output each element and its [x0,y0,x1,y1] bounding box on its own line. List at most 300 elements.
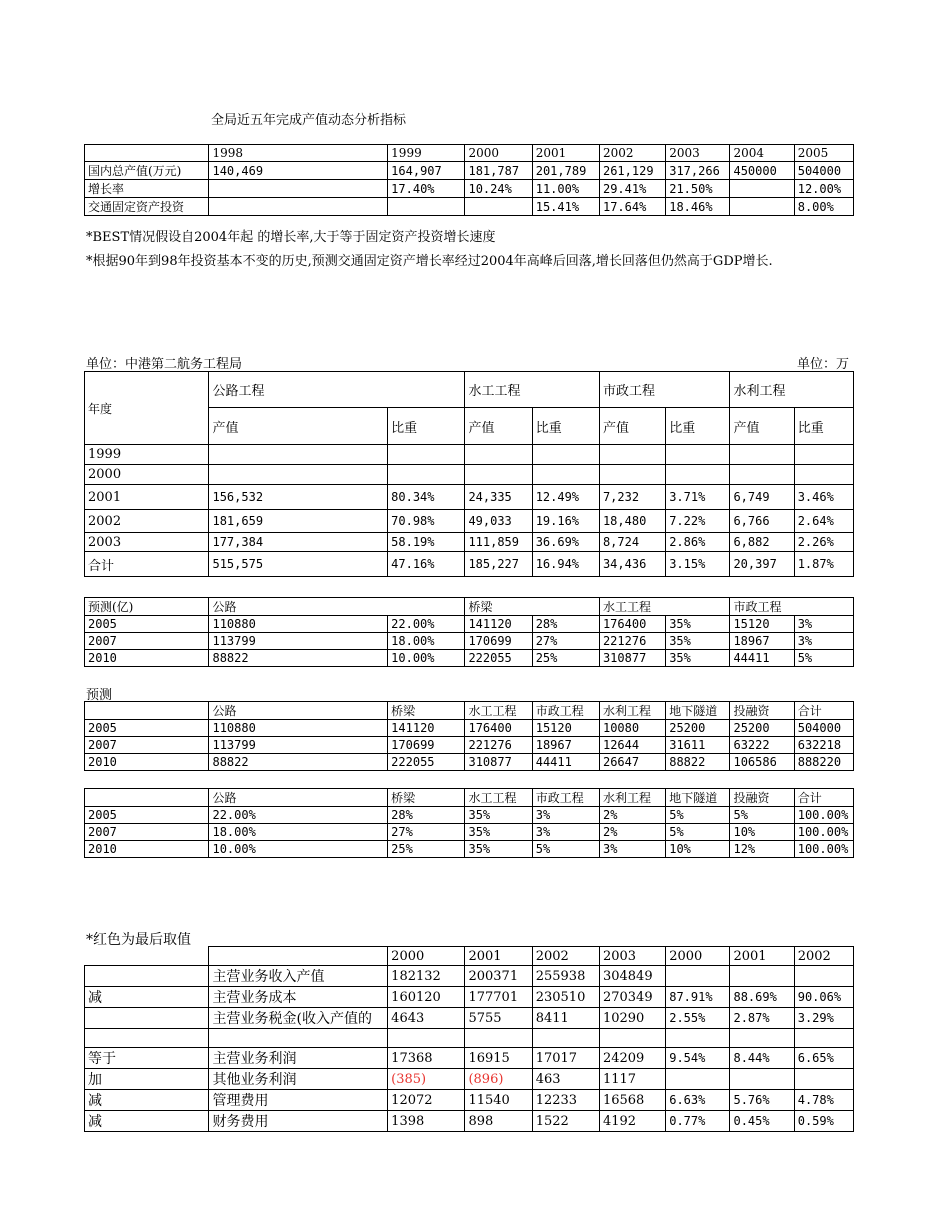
table-cell: 141120 [388,720,465,737]
table-cell: 35% [666,650,730,667]
table-row [85,510,854,533]
header-cell: 市政工程 [532,789,599,807]
table-cell: 27% [532,633,599,650]
header-row [85,145,854,162]
forecast-label: 预测 [86,688,113,703]
table-cell: 20,397 [730,552,794,577]
table-cell: 7.22% [666,510,730,533]
table-cell: 113799 [209,633,388,650]
table-cell: 15120 [730,616,794,633]
table-cell [666,445,730,465]
year-header: 1998 [209,145,388,162]
table-cell: 222055 [388,754,465,771]
table-row [85,824,854,841]
header-cell: 桥梁 [388,789,465,807]
table-cell: 10.24% [465,180,532,198]
table-cell: 310877 [465,754,532,771]
table-cell: 17017 [532,1048,599,1069]
table-cell: 25% [388,841,465,858]
table-cell [209,198,388,216]
table-row [85,485,854,510]
row-label: 增长率 [85,180,209,198]
table-cell [730,465,794,485]
table-cell [209,180,388,198]
forecast-share-table [84,788,854,858]
year-header: 2001 [465,947,532,966]
year-header: 2001 [532,145,599,162]
table-cell: 5% [730,807,794,824]
table-cell: 6.65% [794,1048,853,1069]
table-cell: 3.71% [666,485,730,510]
table-row [85,180,854,198]
table-cell: 0.59% [794,1111,853,1132]
table-cell: 2.26% [794,533,853,552]
red-note: *红色为最后取值 [86,932,191,948]
table-cell: 22.00% [209,807,388,824]
header-cell: 合计 [794,702,853,720]
table-cell: 185,227 [465,552,532,577]
table-cell: 1522 [532,1111,599,1132]
table-cell: 504000 [794,720,853,737]
table-cell [794,465,853,485]
table-cell: 8.00% [794,198,853,216]
table-row [85,198,854,216]
table-cell: 176400 [465,720,532,737]
table-cell: 176400 [599,616,665,633]
table-row [85,841,854,858]
table-cell: 10% [666,841,730,858]
table-cell: 17368 [388,1048,465,1069]
table-cell: 2010 [85,841,209,858]
table-cell: 2007 [85,737,209,754]
table-cell [465,445,532,465]
table-cell [599,1029,665,1048]
table-cell: 0.77% [666,1111,730,1132]
sub-header: 产值 [730,408,794,445]
table-cell: 16568 [599,1090,665,1111]
table-cell: 3.46% [794,485,853,510]
table-cell: 88822 [209,754,388,771]
table-cell: 17.40% [388,180,465,198]
table-cell: 5% [532,841,599,858]
row-label: 交通固定资产投资 [85,198,209,216]
table-cell: 87.91% [666,987,730,1008]
operator-cell: 等于 [85,1048,209,1069]
table-cell: 25200 [666,720,730,737]
table-row [85,720,854,737]
row-label [209,1029,388,1048]
operator-cell: 加 [85,1069,209,1090]
table-cell: 230510 [532,987,599,1008]
unit-left: 单位：中港第二航务工程局 [86,357,243,372]
table-cell: 25200 [730,720,794,737]
header-cell: 地下隧道 [666,789,730,807]
table-cell: 35% [465,824,532,841]
sub-header: 产值 [209,408,388,445]
table-cell: 11.00% [532,180,599,198]
row-label: 1999 [85,445,209,465]
table-cell: 222055 [465,650,532,667]
table-cell: 255938 [532,966,599,987]
table-cell: 181,659 [209,510,388,533]
table-row [85,616,854,633]
table-cell: 28% [532,616,599,633]
table-cell: 110880 [209,720,388,737]
table-cell: 36.69% [532,533,599,552]
table-cell: 80.34% [388,485,465,510]
table-cell: 35% [666,616,730,633]
table-cell: 10080 [599,720,665,737]
year-header: 2005 [794,145,853,162]
table-cell: 35% [666,633,730,650]
table-cell: 888220 [794,754,853,771]
table-cell: 111,859 [465,533,532,552]
year-header: 2004 [730,145,794,162]
table-cell: 5% [666,807,730,824]
forecast-table-yi [84,597,854,667]
table-cell: 19.16% [532,510,599,533]
table-cell: 2005 [85,807,209,824]
year-header: 2000 [465,145,532,162]
header-row [85,598,854,616]
table-cell: (385) [388,1069,465,1090]
table-row [85,1111,854,1132]
operator-cell [85,1029,209,1048]
unit-right: 单位：万 [797,357,850,372]
operator-cell [85,1008,209,1029]
year-header: 2001 [730,947,794,966]
operator-cell: 减 [85,1111,209,1132]
table-cell: 12644 [599,737,665,754]
table-cell [85,947,209,966]
table-cell: 141120 [465,616,532,633]
table-cell: 58.19% [388,533,465,552]
table-cell [730,1069,794,1090]
table-cell [794,1069,853,1090]
table-cell: 0.45% [730,1111,794,1132]
table-cell [532,1029,599,1048]
header-cell: 合计 [794,789,853,807]
table-cell: 3% [532,824,599,841]
table-cell [730,445,794,465]
table-cell: 5.76% [730,1090,794,1111]
table-cell: 88822 [666,754,730,771]
table-cell: 4.78% [794,1090,853,1111]
table-cell: 15.41% [532,198,599,216]
table-cell: 6,766 [730,510,794,533]
table-cell: 140,469 [209,162,388,180]
profit-table [84,946,854,1132]
header-cell: 公路 [209,598,465,616]
row-label: 2002 [85,510,209,533]
table-cell: 463 [532,1069,599,1090]
group-header: 水工工程 [465,372,600,408]
table-cell: 100.00% [794,807,853,824]
table-cell: 10290 [599,1008,665,1029]
table-cell: 2% [599,807,665,824]
table-cell: 113799 [209,737,388,754]
table-cell [794,1029,853,1048]
table-cell: 24209 [599,1048,665,1069]
table-cell: 34,436 [599,552,665,577]
table-cell: 898 [465,1111,532,1132]
table-cell: 201,789 [532,162,599,180]
table-cell [730,198,794,216]
table-cell [599,465,665,485]
year-header: 2000 [388,947,465,966]
header-cell: 市政工程 [532,702,599,720]
table-cell: 6,882 [730,533,794,552]
table-cell: 177701 [465,987,532,1008]
table-cell: 632218 [794,737,853,754]
row-label: 主营业务成本 [209,987,388,1008]
table-cell: 170699 [465,633,532,650]
table-cell: 25% [532,650,599,667]
table-cell: 10.00% [388,650,465,667]
table-cell: 2010 [85,754,209,771]
table-cell: 35% [465,807,532,824]
table-cell [465,198,532,216]
table-cell: 3.15% [666,552,730,577]
table-cell [730,180,794,198]
table-cell [388,465,465,485]
table-cell: 200371 [465,966,532,987]
header-cell: 水利工程 [599,702,665,720]
table-cell: 88.69% [730,987,794,1008]
table-row [85,1069,854,1090]
table-cell: 504000 [794,162,853,180]
table-cell: 26647 [599,754,665,771]
table-cell: 317,266 [666,162,730,180]
table-cell: 12% [730,841,794,858]
table-cell: 221276 [599,633,665,650]
sub-header: 比重 [794,408,853,445]
operator-cell: 减 [85,987,209,1008]
table-cell [532,445,599,465]
table-cell: 16915 [465,1048,532,1069]
table-row [85,1090,854,1111]
year-header: 2002 [599,145,665,162]
table-cell: 100.00% [794,841,853,858]
sub-header: 比重 [666,408,730,445]
table-cell: 7,232 [599,485,665,510]
header-cell: 投融资 [730,789,794,807]
table-cell [388,198,465,216]
table-cell [666,966,730,987]
row-label: 其他业务利润 [209,1069,388,1090]
year-header: 2003 [666,145,730,162]
table-cell [794,445,853,465]
table-cell: 5% [794,650,853,667]
year-header: 2002 [532,947,599,966]
table-cell: 17.64% [599,198,665,216]
table-cell: 2.64% [794,510,853,533]
table-cell: 18.46% [666,198,730,216]
row-label: 财务费用 [209,1111,388,1132]
table-cell: 44411 [730,650,794,667]
table-cell: 1.87% [794,552,853,577]
table-cell: 156,532 [209,485,388,510]
header-row [85,789,854,807]
table-cell: 2005 [85,616,209,633]
header-cell: 水工工程 [599,598,730,616]
table-cell: 2007 [85,633,209,650]
header-cell: 桥梁 [388,702,465,720]
header-cell [85,789,209,807]
table-cell: 35% [465,841,532,858]
table-row [85,1029,854,1048]
row-label: 管理费用 [209,1090,388,1111]
year-header: 2003 [599,947,665,966]
table-cell: 3% [794,616,853,633]
table-cell [599,445,665,465]
year-label: 年度 [85,372,209,445]
table-row [85,445,854,465]
table-cell: 11540 [465,1090,532,1111]
table-cell [794,966,853,987]
table-cell: 310877 [599,650,665,667]
table-cell: 164,907 [388,162,465,180]
table-cell: 160120 [388,987,465,1008]
header-row [85,947,854,966]
header-cell: 水利工程 [599,789,665,807]
header-cell: 公路 [209,789,388,807]
table-cell [730,1029,794,1048]
header-cell: 公路 [209,702,388,720]
table-cell: 2007 [85,824,209,841]
table-cell [209,465,388,485]
sector-output-table [84,371,854,577]
table-cell: 70.98% [388,510,465,533]
table-cell: 28% [388,807,465,824]
output-growth-table [84,144,854,216]
table-cell: 8,724 [599,533,665,552]
table-cell: 90.06% [794,987,853,1008]
header-cell: 地下隧道 [666,702,730,720]
table-cell: 2010 [85,650,209,667]
table-cell [209,445,388,465]
table-cell: 16.94% [532,552,599,577]
table-cell: 4643 [388,1008,465,1029]
table-cell: 10.00% [209,841,388,858]
table-row [85,162,854,180]
table-cell: 3% [794,633,853,650]
table-cell: 515,575 [209,552,388,577]
table-cell: 18967 [532,737,599,754]
table-row [85,1008,854,1029]
table-cell: 15120 [532,720,599,737]
table-cell: 2.86% [666,533,730,552]
table-cell: 18.00% [209,824,388,841]
operator-cell: 减 [85,1090,209,1111]
table-cell: 12.00% [794,180,853,198]
header-row [85,702,854,720]
year-header: 2000 [666,947,730,966]
table-cell: 221276 [465,737,532,754]
sub-header: 产值 [599,408,665,445]
table-cell [465,465,532,485]
table-cell: 18,480 [599,510,665,533]
table-cell: 27% [388,824,465,841]
row-label: 主营业务利润 [209,1048,388,1069]
header-cell: 桥梁 [465,598,600,616]
group-header-row [85,372,854,408]
header-cell [85,702,209,720]
table-cell: 3% [532,807,599,824]
table-cell: 4192 [599,1111,665,1132]
table-row [85,552,854,577]
table-cell: 106586 [730,754,794,771]
table-cell: 177,384 [209,533,388,552]
table-cell: 170699 [388,737,465,754]
table-row [85,807,854,824]
group-header: 水利工程 [730,372,854,408]
table-cell [85,145,209,162]
table-cell: 21.50% [666,180,730,198]
table-cell: 22.00% [388,616,465,633]
table-cell: 44411 [532,754,599,771]
row-label: 合计 [85,552,209,577]
page-title: 全局近五年完成产值动态分析指标 [211,113,407,128]
row-label: 2003 [85,533,209,552]
table-cell: 8411 [532,1008,599,1029]
table-cell: (896) [465,1069,532,1090]
table-cell [388,1029,465,1048]
table-cell: 304849 [599,966,665,987]
operator-cell [85,966,209,987]
table-cell: 6,749 [730,485,794,510]
sub-header: 比重 [532,408,599,445]
table-cell: 49,033 [465,510,532,533]
table-row [85,754,854,771]
header-cell: 水工工程 [465,789,532,807]
table-cell: 8.44% [730,1048,794,1069]
table-row [85,987,854,1008]
table-cell: 18.00% [388,633,465,650]
table-cell: 3% [599,841,665,858]
table-cell: 88822 [209,650,388,667]
table-cell: 110880 [209,616,388,633]
table-cell: 182132 [388,966,465,987]
table-row [85,533,854,552]
note-2: *根据90年到98年投资基本不变的历史,预测交通固定资产增长率经过2004年高峰后回落,增长回落但仍然高于GDP增长. [86,254,773,269]
table-row [85,966,854,987]
table-cell: 18967 [730,633,794,650]
table-cell: 63222 [730,737,794,754]
table-cell: 24,335 [465,485,532,510]
table-cell: 2.87% [730,1008,794,1029]
row-label: 2001 [85,485,209,510]
table-cell [666,1029,730,1048]
table-cell [532,465,599,485]
row-label: 国内总产值(万元) [85,162,209,180]
table-cell [730,966,794,987]
table-row [85,465,854,485]
table-cell: 3.29% [794,1008,853,1029]
table-cell: 1398 [388,1111,465,1132]
year-header: 1999 [388,145,465,162]
table-cell: 1117 [599,1069,665,1090]
table-row [85,737,854,754]
row-label: 主营业务税金(收入产值的 [209,1008,388,1029]
table-cell [388,445,465,465]
row-label: 主营业务收入产值 [209,966,388,987]
table-cell: 2.55% [666,1008,730,1029]
table-row [85,1048,854,1069]
table-cell: 6.63% [666,1090,730,1111]
table-cell: 2% [599,824,665,841]
table-cell: 450000 [730,162,794,180]
